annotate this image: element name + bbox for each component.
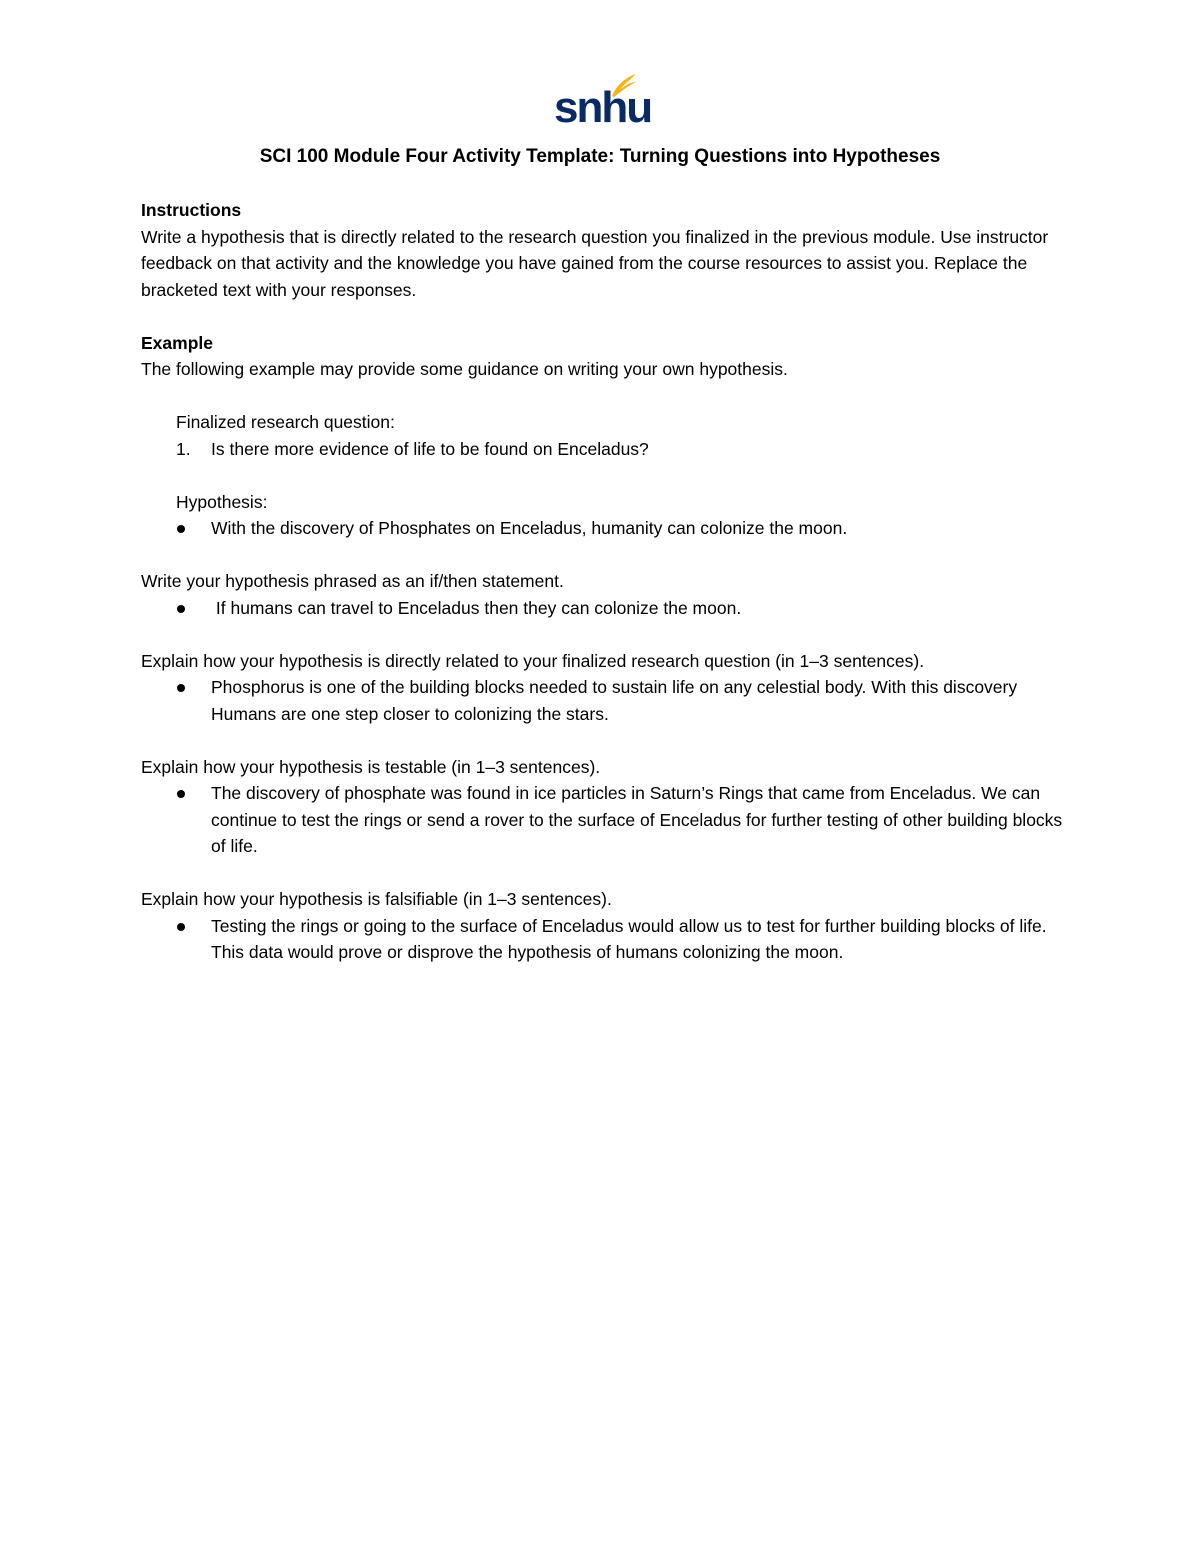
bullet-item <box>141 674 1081 727</box>
bullet-icon <box>177 525 185 533</box>
hypothesis-text: With the discovery of Phosphates on Enceladus, humanity can colonize the moon. <box>211 518 848 538</box>
section-answer: The discovery of phosphate was found in ice particles in Saturn’s Rings that came from Enceladus. We can continue to test the rings or send a rover to the surface of Enceladus for further testing of other building blocks of life. <box>211 783 1063 856</box>
section-answer: If humans can travel to Enceladus then they can colonize the moon. <box>211 597 742 618</box>
section-prompt: Write your hypothesis phrased as an if/then statement. <box>141 571 564 591</box>
instructions-heading: Instructions <box>141 200 242 220</box>
logo-text: snhu <box>554 83 652 132</box>
bullet-icon <box>177 605 185 613</box>
example-intro: The following example may provide some guidance on writing your own hypothesis. <box>141 359 788 379</box>
section-answer: Testing the rings or going to the surface of Enceladus would allow us to test for further building blocks of life. This data would prove or disprove the hypothesis of humans colonizing the moon. <box>211 915 1047 962</box>
question-label: Finalized research question: <box>176 412 395 432</box>
example-heading: Example <box>141 332 213 353</box>
instructions-text: Write a hypothesis that is directly related to the research question you finalized in the previous module. Use instructor feedback on that activity and the knowledge you have gained from the course resources to assist you. Replace the bracketed text with your responses. <box>141 226 1049 300</box>
bullet-item <box>141 595 1081 622</box>
numbered-item <box>141 436 1081 463</box>
section-prompt: Explain how your hypothesis is falsifiable (in 1–3 sentences). <box>141 889 612 909</box>
bullet-icon <box>177 923 185 931</box>
item-number: 1. <box>176 438 191 459</box>
snhu-logo <box>554 72 652 134</box>
hypothesis-label: Hypothesis: <box>176 491 268 512</box>
bullet-item <box>141 780 1081 860</box>
section-prompt: Explain how your hypothesis is testable (in 1–3 sentences). <box>141 756 601 777</box>
bullet-icon <box>177 684 185 692</box>
bullet-icon <box>177 790 185 798</box>
bullet-item <box>141 913 1081 966</box>
document-body <box>141 197 1081 966</box>
question-text: Is there more evidence of life to be found on Enceladus? <box>211 438 649 459</box>
section-prompt: Explain how your hypothesis is directly related to your finalized research question (in 1–3 sentences). <box>141 650 925 671</box>
section-answer: Phosphorus is one of the building blocks needed to sustain life on any celestial body. With this discovery Humans are one step closer to colonizing the stars. <box>211 677 1018 724</box>
document-title: SCI 100 Module Four Activity Template: Turning Questions into Hypotheses <box>259 146 941 167</box>
bullet-item <box>141 515 1081 542</box>
